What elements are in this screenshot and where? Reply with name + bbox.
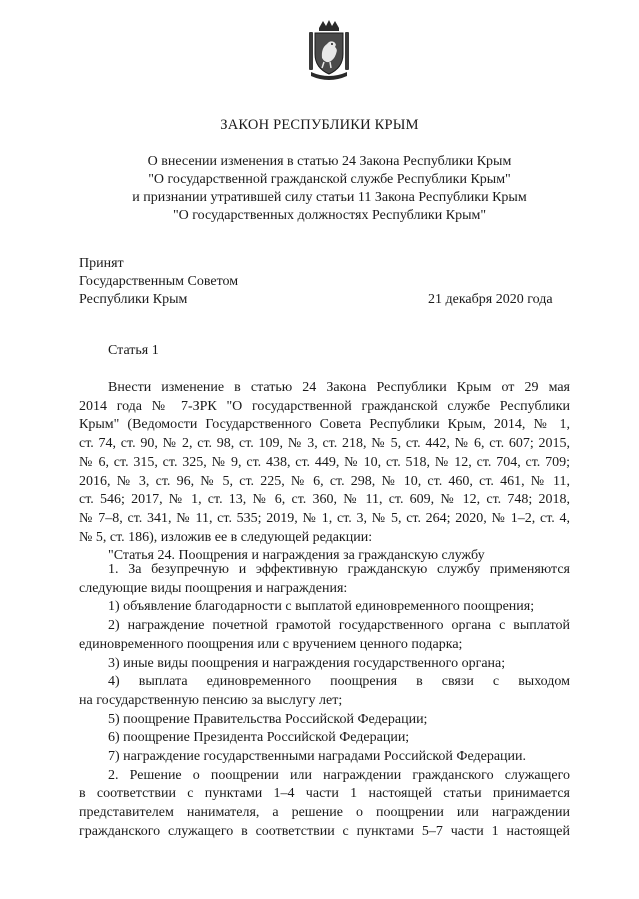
- text-line: № 6, ст. 315, ст. 325, № 9, ст. 438, ст. 449, № 10, ст. 518, № 12, ст. 704, ст. 709;: [79, 454, 570, 470]
- text-line: ст. 546; 2017, № 1, ст. 13, № 6, ст. 360, № 11, ст. 609, № 12, ст. 748; 2018,: [79, 492, 570, 508]
- law-title: ЗАКОН РЕСПУБЛИКИ КРЫМ: [220, 117, 419, 133]
- adoption-date: 21 декабря 2020 года: [428, 292, 553, 307]
- text-line: 7) награждение государственными наградами Российской Федерации.: [108, 749, 527, 765]
- text-line: Внести изменение в статью 24 Закона Республики Крым от 29 мая: [108, 380, 570, 395]
- subtitle-line: О внесении изменения в статью 24 Закона Республики Крым: [147, 154, 512, 169]
- article-heading: Статья 1: [108, 343, 159, 358]
- text-line: 2) награждение почетной грамотой государственного органа с выплатой: [108, 618, 570, 634]
- adoption-line: Принят: [79, 256, 124, 271]
- article-intro: [79, 379, 570, 566]
- subtitle-line: и признании утратившей силу статьи 11 Закона Республики Крым: [132, 190, 527, 205]
- text-line: единовременного поощрения или с вручением ценного подарка;: [79, 636, 463, 652]
- subtitle-line: "О государственной гражданской службе Республики Крым": [148, 172, 511, 187]
- text-line: следующие виды поощрения и награждения:: [79, 580, 348, 596]
- text-line: на государственную пенсию за выслугу лет;: [79, 692, 343, 708]
- text-line: 2014 года № 7-ЗРК "О государственной гражданской службе Республики: [79, 398, 570, 414]
- text-line: № 7–8, ст. 341, № 11, ст. 535; 2019, № 1, ст. 3, № 5, ст. 264; 2020, № 1–2, ст. 4,: [79, 510, 570, 526]
- text-line: ст. 74, ст. 90, № 2, ст. 98, ст. 109, № 3, ст. 218, № 5, ст. 442, № 6, ст. 607; 2015,: [79, 436, 570, 452]
- text-line: Крым" (Ведомости Государственного Совета Республики Крым, 2014, № 1,: [79, 417, 570, 433]
- adoption-block: [79, 255, 238, 309]
- text-line: 2. Решение о поощрении или награждении гражданского служащего: [108, 767, 570, 783]
- text-line: гражданского служащего в соответствии с пунктами 5–7 части 1 настоящей: [79, 823, 570, 839]
- text-line: представителем нанимателя, а решение о поощрении или награждении: [79, 805, 570, 821]
- text-line: 1) объявление благодарности с выплатой единовременного поощрения;: [108, 599, 535, 615]
- crimea-coat-of-arms-icon: [305, 18, 353, 82]
- text-line: 3) иные виды поощрения и награждения государственного органа;: [108, 655, 506, 671]
- subtitle-line: "О государственных должностях Республики Крым": [172, 208, 487, 223]
- text-line: 4) выплата единовременного поощрения в связи с выходом: [108, 674, 570, 690]
- text-line: в соответствии с пунктами 1–4 части 1 настоящей статьи принимается: [79, 786, 570, 802]
- adoption-line: Республики Крым: [79, 292, 188, 307]
- text-line: № 5, ст. 186), изложив ее в следующей редакции:: [79, 529, 373, 545]
- text-line: 2016, № 3, ст. 96, № 5, ст. 225, № 6, ст. 298, № 10, ст. 460, ст. 461, № 11,: [79, 473, 570, 489]
- text-line: 5) поощрение Правительства Российской Федерации;: [108, 711, 428, 727]
- adoption-line: Государственным Советом: [79, 274, 239, 289]
- text-line: "Статья 24. Поощрения и награждения за гражданскую службу: [108, 548, 485, 564]
- text-line: 1. За безупречную и эффективную гражданскую службу применяются: [108, 562, 570, 577]
- article-section: [79, 561, 570, 842]
- law-subtitle: [40, 153, 619, 225]
- text-line: 6) поощрение Президента Российской Федерации;: [108, 730, 410, 746]
